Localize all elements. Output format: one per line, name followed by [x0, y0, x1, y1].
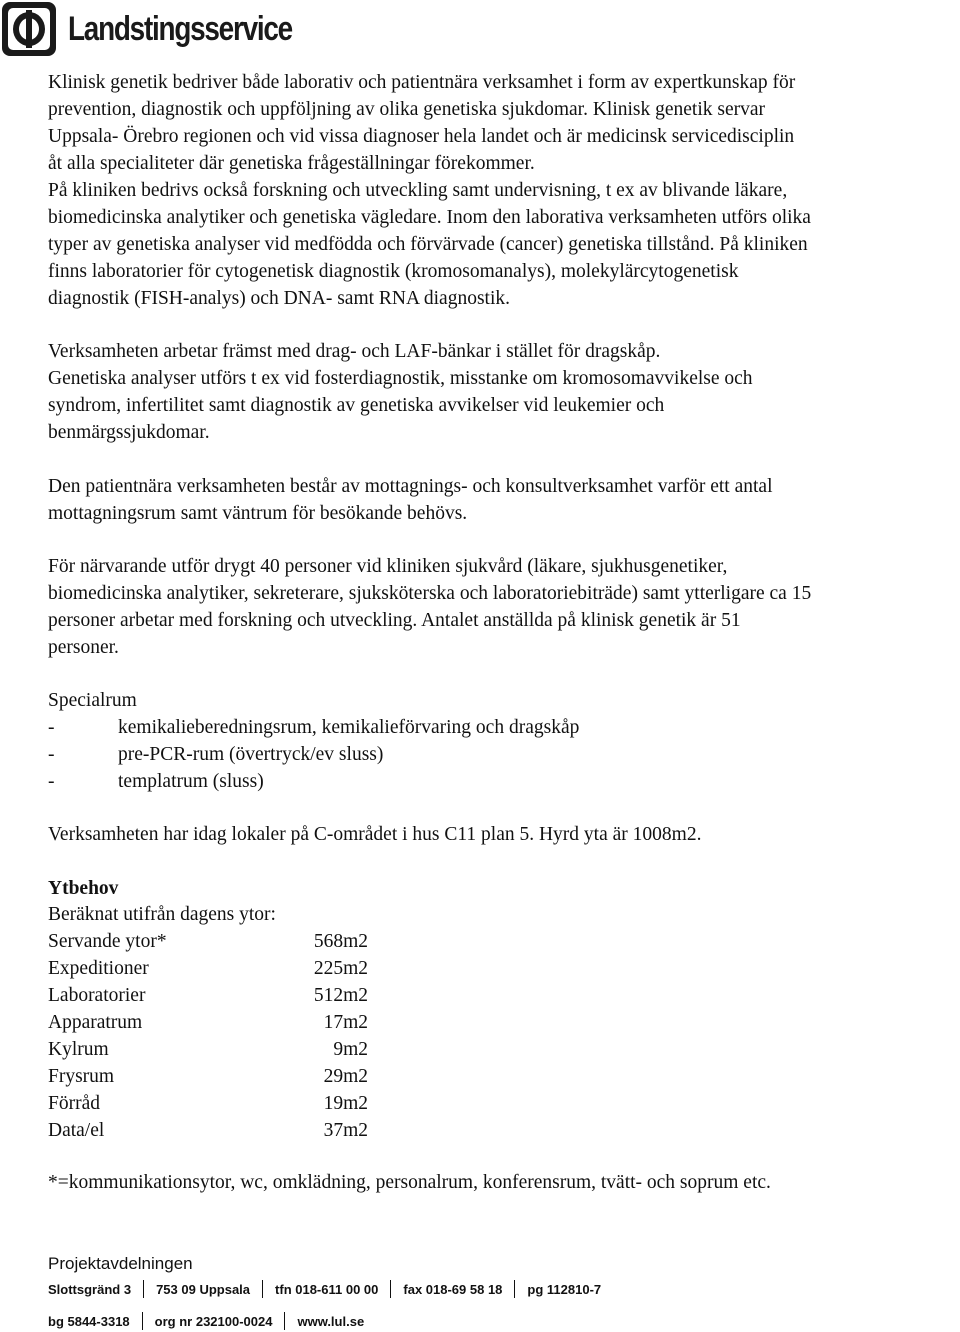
footer-fax: fax 018-69 58 18 [403, 1281, 503, 1297]
text-line: personer arbetar med forskning och utveckling. Antalet anställda på klinisk genetik är 51 [48, 610, 741, 631]
brand-logo [0, 0, 341, 58]
area-value: 29m2 [323, 1066, 368, 1087]
footer-contact-row [48, 1280, 601, 1298]
area-value: 225m2 [313, 958, 368, 979]
footer-divider [390, 1280, 391, 1298]
text-line: åt alla specialiteter där genetiska frågeställningar förekommer. [48, 153, 535, 174]
area-row [48, 1090, 368, 1117]
area-value: 19m2 [323, 1093, 368, 1114]
list-dash: - [48, 717, 55, 738]
area-label: Frysrum [48, 1066, 115, 1087]
list-item [48, 741, 383, 768]
text-line: prevention, diagnostik och uppföljning av olika genetiska sjukdomar. Klinisk genetik servar [48, 99, 766, 120]
text-line: mottagningsrum samt väntrum för besökande behövs. [48, 503, 468, 524]
text-line: På kliniken bedrivs också forskning och utveckling samt undervisning, t ex av blivande läkare, [48, 180, 788, 201]
text-line: typer av genetiska analyser vid medfödda och förvärvade (cancer) genetiska tillstånd. På kliniken [48, 234, 808, 255]
text-line: Verksamheten arbetar främst med drag- och LAF-bänkar i stället för dragskåp. [48, 341, 661, 362]
text-line: Den patientnära verksamheten består av mottagnings- och konsultverksamhet varför ett antal [48, 476, 773, 497]
footer-divider [514, 1280, 515, 1298]
text-line: biomedicinska analytiker och genetiska vägledare. Inom den laborativa verksamheten utförs olika [48, 207, 811, 228]
text-line: personer. [48, 637, 119, 658]
footer-department: Projektavdelningen [48, 1254, 193, 1273]
landstingsservice-logo-icon [0, 0, 58, 58]
footer-website-link[interactable]: www.lul.se [297, 1313, 365, 1329]
ytbehov-heading: Ytbehov [48, 878, 119, 899]
area-value: 9m2 [333, 1039, 368, 1060]
footer-address: Slottsgränd 3 [48, 1281, 132, 1297]
footer-divider [262, 1280, 263, 1298]
area-row [48, 1063, 368, 1090]
text-line: Uppsala- Örebro regionen och vid vissa diagnoser hela landet och är medicinsk servicedisciplin [48, 126, 795, 147]
brand-name: Landstingsservice [68, 9, 292, 48]
area-label: Data/el [48, 1120, 105, 1141]
area-label: Expeditioner [48, 958, 149, 979]
list-dash: - [48, 744, 55, 765]
list-item [48, 768, 264, 795]
area-row [48, 1117, 368, 1144]
list-item-text: pre-PCR-rum (övertryck/ev sluss) [118, 744, 384, 765]
area-label: Apparatrum [48, 1012, 143, 1033]
text-line: Klinisk genetik bedriver både laborativ och patientnära verksamhet i form av expertkunskap för [48, 72, 796, 93]
paragraph-lab-work [48, 338, 953, 446]
text-line: syndrom, infertilitet samt diagnostik av genetiska avvikelser vid leukemier och [48, 395, 665, 416]
footer-account-row [48, 1312, 364, 1330]
text-line: benmärgssjukdomar. [48, 422, 210, 443]
text-line: finns laboratorier för cytogenetisk diagnostik (kromosomanalys), molekylärcytogenetisk [48, 261, 739, 282]
area-row [48, 1009, 368, 1036]
area-row [48, 955, 368, 982]
list-dash: - [48, 771, 55, 792]
list-item [48, 714, 579, 741]
area-label: Förråd [48, 1093, 100, 1114]
area-value: 37m2 [323, 1120, 368, 1141]
text-line: Genetiska analyser utförs t ex vid fosterdiagnostik, misstanke om kromosomavvikelse och [48, 368, 753, 389]
specialrum-heading: Specialrum [48, 690, 137, 711]
footer-phone: tfn 018-611 00 00 [275, 1281, 379, 1297]
footnote: *=kommunikationsytor, wc, omklädning, personalrum, konferensrum, tvätt- och soprum etc. [48, 1172, 771, 1193]
text-line: biomedicinska analytiker, sekreterare, sjuksköterska och laboratoriebiträde) samt ytterligare ca 15 [48, 583, 812, 604]
area-label: Kylrum [48, 1039, 109, 1060]
text-line: För närvarande utför drygt 40 personer vid kliniken sjukvård (läkare, sjukhusgenetiker, [48, 556, 728, 577]
area-value: 568m2 [313, 931, 368, 952]
text-line: diagnostik (FISH-analys) och DNA- samt RNA diagnostik. [48, 288, 511, 309]
location-text: Verksamheten har idag lokaler på C-området i hus C11 plan 5. Hyrd yta är 1008m2. [48, 824, 702, 845]
paragraph-patient-care [48, 473, 953, 527]
footer-divider [143, 1280, 144, 1298]
area-value: 17m2 [323, 1012, 368, 1033]
area-row [48, 928, 368, 955]
paragraph-staff [48, 553, 953, 661]
footer-divider [284, 1312, 285, 1330]
area-row [48, 1036, 368, 1063]
footer-postal: 753 09 Uppsala [156, 1281, 251, 1297]
footer-divider [142, 1312, 143, 1330]
footer-org: org nr 232100-0024 [154, 1313, 273, 1329]
footer-bg: bg 5844-3318 [48, 1313, 130, 1329]
area-label: Laboratorier [48, 985, 146, 1006]
area-label: Servande ytor* [48, 931, 167, 952]
list-item-text: templatrum (sluss) [118, 771, 264, 792]
footer-pg: pg 112810-7 [527, 1281, 602, 1297]
ytbehov-subheading: Beräknat utifrån dagens ytor: [48, 904, 276, 925]
area-value: 512m2 [313, 985, 368, 1006]
list-item-text: kemikalieberedningsrum, kemikalieförvaring och dragskåp [118, 717, 580, 738]
area-row [48, 982, 368, 1009]
paragraph-intro [48, 69, 953, 312]
